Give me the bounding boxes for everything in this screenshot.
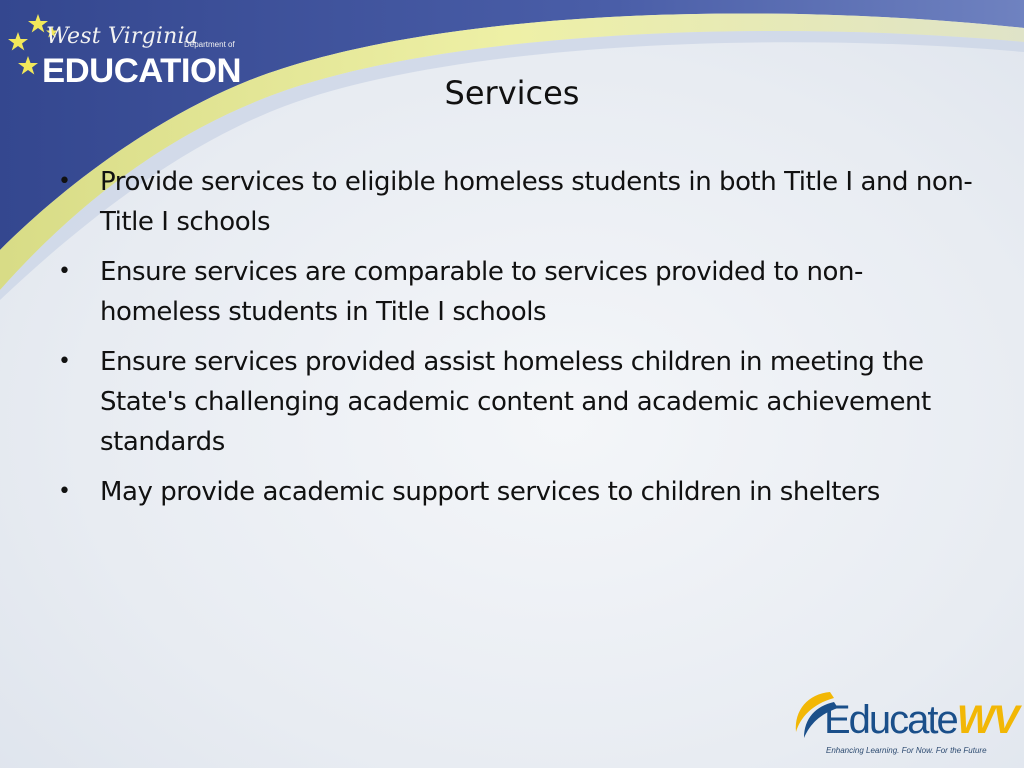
educate-wv-logo [790, 680, 1020, 765]
logo-agency-name: EDUCATION [42, 52, 241, 90]
bullet-text: May provide academic support services to children in shelters [100, 477, 880, 507]
bullet-text: Ensure services are comparable to services provided to non-homeless students in Title I schools [100, 257, 863, 327]
slide-title: Services [444, 74, 580, 112]
bullet-text: Provide services to eligible homeless students in both Title I and non-Title I schools [100, 167, 973, 237]
bullet-text: Ensure services provided assist homeless children in meeting the State's challenging academic content and academic achievement standards [100, 347, 931, 457]
bullet-list [56, 162, 976, 522]
educate-tagline: Enhancing Learning. For Now. For the Future [826, 746, 987, 755]
educate-word-part1: Educate [824, 698, 957, 742]
educate-word-part2: WV [956, 698, 1018, 742]
bullet-item [56, 342, 976, 462]
bullet-item [56, 252, 976, 332]
educate-wordmark [824, 698, 1017, 743]
bullet-item [56, 472, 976, 512]
bullet-dot-icon: • [58, 169, 71, 194]
logo-state-name: West Virginia [46, 24, 199, 49]
bullet-dot-icon: • [58, 259, 71, 284]
logo-department-label: Department of [184, 40, 235, 49]
bullet-dot-icon: • [58, 349, 71, 374]
bullet-dot-icon: • [58, 479, 71, 504]
bullet-item [56, 162, 976, 242]
